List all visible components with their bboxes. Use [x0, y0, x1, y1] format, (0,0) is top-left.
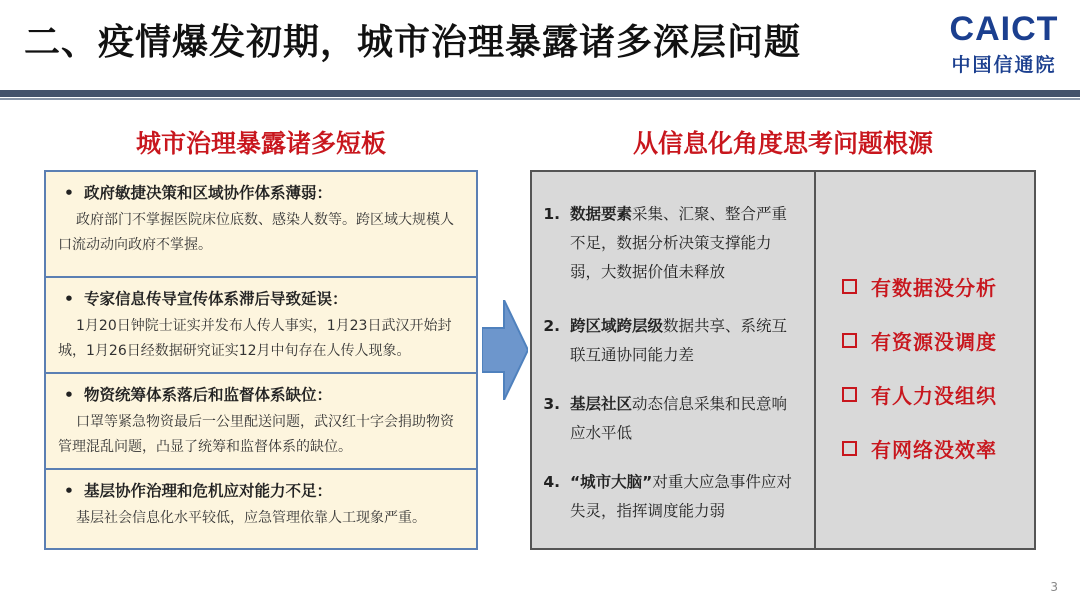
- root-causes-panel: [530, 170, 1036, 550]
- shortcoming-title: 政府敏捷决策和区域协作体系薄弱：: [84, 184, 333, 202]
- problem-checkbox-item: [842, 326, 997, 355]
- bullet-icon: •: [64, 386, 74, 404]
- shortcoming-item: [46, 278, 476, 374]
- checkbox-icon: [842, 333, 857, 348]
- problem-label: 有资源没调度: [871, 330, 997, 354]
- problem-label: 有网络没效率: [871, 438, 997, 462]
- checkbox-icon: [842, 441, 857, 456]
- page-number: 3: [1050, 580, 1058, 594]
- problem-label: 有数据没分析: [871, 276, 997, 300]
- item-number: 4.: [543, 473, 560, 491]
- problem-checkbox-item: [842, 380, 997, 409]
- shortcoming-item: [46, 470, 476, 548]
- item-text: 动态信息采集和民意响应水平低: [570, 395, 788, 442]
- item-number: 3.: [543, 395, 560, 413]
- header-divider-thin: [0, 98, 1080, 100]
- item-keyword: 跨区域跨层级: [570, 317, 664, 335]
- shortcomings-panel: [44, 170, 478, 550]
- item-number: 1.: [543, 205, 560, 223]
- shortcoming-title: 专家信息传导宣传体系滞后导致延误：: [84, 290, 348, 308]
- right-column-heading: 从信息化角度思考问题根源: [632, 129, 933, 158]
- shortcoming-body: 基层社会信息化水平较低，应急管理依靠人工现象严重。: [76, 510, 426, 526]
- header-divider: [0, 90, 1080, 97]
- root-cause-item: [532, 468, 814, 526]
- item-text: 采集、汇聚、整合严重不足，数据分析决策支撑能力弱，大数据价值未释放: [570, 205, 788, 281]
- checkbox-icon: [842, 279, 857, 294]
- root-cause-item: [532, 390, 814, 448]
- problem-label: 有人力没组织: [871, 384, 997, 408]
- shortcoming-item: [46, 374, 476, 470]
- shortcoming-item: [46, 172, 476, 278]
- root-cause-item: [532, 312, 814, 370]
- slide-title: 二、疫情爆发初期，城市治理暴露诸多深层问题: [24, 22, 802, 63]
- shortcoming-body: 口罩等紧急物资最后一公里配送问题，武汉红十字会捐助物资管理混乱问题，凸显了统筹和监督体系的缺位。: [58, 414, 454, 455]
- item-number: 2.: [543, 317, 560, 335]
- root-cause-item: [532, 200, 814, 287]
- item-keyword: 数据要素: [570, 205, 633, 223]
- shortcoming-body: 政府部门不掌握医院床位底数、感染人数等。跨区域大规模人口流动动向政府不掌握。: [58, 212, 454, 253]
- item-text: 对重大应急事件应对失灵，指挥调度能力弱: [570, 473, 792, 520]
- caict-logo: [948, 12, 1060, 77]
- logo-latin-text: CAICT: [949, 10, 1059, 48]
- bullet-icon: •: [64, 184, 74, 202]
- shortcoming-title: 基层协作治理和危机应对能力不足：: [84, 482, 333, 500]
- item-keyword: 基层社区: [570, 395, 633, 413]
- bullet-icon: •: [64, 482, 74, 500]
- bullet-icon: •: [64, 290, 74, 308]
- right-arrow-icon: [482, 300, 528, 400]
- panel-divider: [814, 172, 816, 548]
- checkbox-icon: [842, 387, 857, 402]
- problem-checkbox-item: [842, 272, 997, 301]
- logo-chinese-text: 中国信通院: [951, 54, 1057, 76]
- item-keyword: “城市大脑”: [570, 473, 653, 491]
- shortcoming-title: 物资统筹体系落后和监督体系缺位：: [84, 386, 333, 404]
- item-text: 数据共享、系统互联互通协同能力差: [570, 317, 788, 364]
- shortcoming-body: 1月20日钟院士证实并发布人传人事实，1月23日武汉开始封城，1月26日经数据研究证实12月中旬存在人传人现象。: [58, 318, 452, 359]
- left-column-heading: 城市治理暴露诸多短板: [135, 129, 386, 158]
- problem-checkbox-item: [842, 434, 997, 463]
